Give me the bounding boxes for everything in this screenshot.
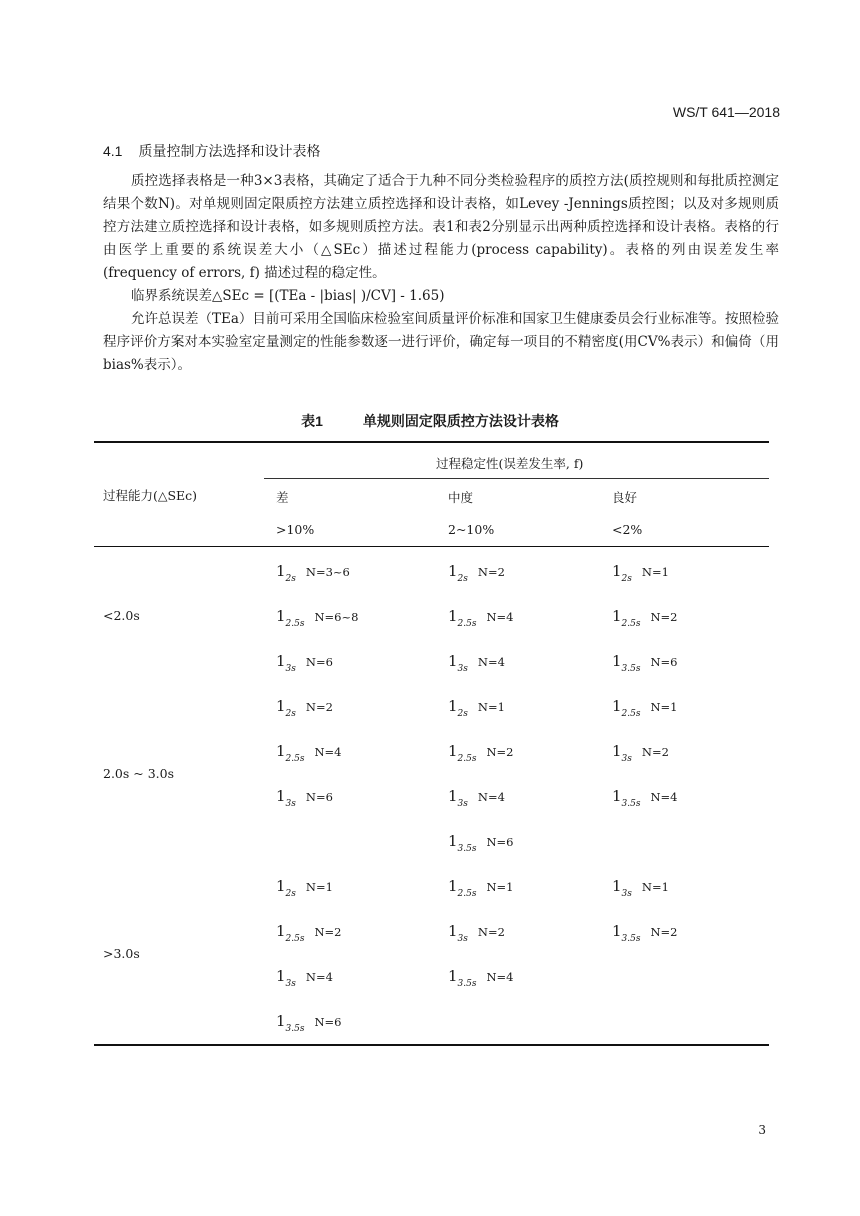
qc-rule-n: N=1 (641, 565, 669, 579)
qc-rule-symbol: 1 (448, 652, 458, 670)
qc-rule-limit: 2.5s (621, 709, 641, 719)
qc-rule-n: N=6 (305, 790, 333, 804)
qc-rule-entry (448, 877, 514, 899)
qc-rule-symbol: 1 (276, 607, 286, 625)
qc-rule-n: N=6~8 (314, 610, 359, 624)
qc-rule-n: N=4 (486, 970, 514, 984)
qc-rule-entry (276, 922, 342, 944)
qc-rule-symbol: 1 (448, 562, 458, 580)
qc-rule-entry (276, 1012, 342, 1034)
qc-rule-symbol: 1 (448, 832, 458, 850)
qc-rule-limit: 3s (457, 934, 468, 944)
qc-rule-n: N=1 (477, 700, 505, 714)
column-label-good: 良好 (612, 490, 638, 505)
qc-rule-limit: 2.5s (457, 619, 477, 629)
column-range-poor: >10% (276, 522, 315, 537)
qc-rule-symbol: 1 (448, 922, 458, 940)
qc-rule-n: N=1 (641, 880, 669, 894)
qc-rule-limit: 3s (285, 979, 296, 989)
qc-rule-entry (276, 697, 333, 719)
standard-code: WS/T 641—2018 (672, 104, 780, 120)
qc-rule-n: N=4 (477, 655, 505, 669)
qc-rule-entry (612, 877, 669, 899)
qc-rule-n: N=6 (305, 655, 333, 669)
qc-rule-entry (612, 922, 678, 944)
qc-rule-limit: 3.5s (457, 844, 477, 854)
qc-rule-limit: 3s (621, 754, 632, 764)
row-header-label: 过程能力(△SEc) (103, 488, 198, 503)
row-label-low: <2.0s (103, 608, 140, 623)
qc-rule-symbol: 1 (276, 877, 286, 895)
qc-rule-symbol: 1 (448, 967, 458, 985)
column-label-moderate: 中度 (448, 490, 474, 505)
qc-rule-symbol: 1 (612, 697, 622, 715)
qc-rule-limit: 2.5s (457, 754, 477, 764)
qc-rule-symbol: 1 (276, 1012, 286, 1030)
qc-rule-entry (276, 787, 333, 809)
qc-rule-symbol: 1 (612, 922, 622, 940)
qc-rule-symbol: 1 (276, 697, 286, 715)
qc-rule-n: N=3~6 (305, 565, 350, 579)
qc-rule-entry (612, 562, 669, 584)
qc-rule-entry (276, 562, 350, 584)
qc-rule-limit: 3.5s (621, 934, 641, 944)
paragraph-formula: 临界系统误差△SEc = [(TEa - |bias| )/CV] - 1.65) (131, 288, 445, 304)
qc-rule-symbol: 1 (448, 877, 458, 895)
qc-rule-symbol: 1 (612, 787, 622, 805)
qc-rule-n: N=2 (486, 745, 514, 759)
qc-rule-n: N=2 (641, 745, 669, 759)
page-number: 3 (758, 1123, 766, 1137)
qc-rule-limit: 2.5s (457, 889, 477, 899)
qc-rule-symbol: 1 (448, 607, 458, 625)
qc-rule-limit: 3s (457, 664, 468, 674)
qc-rule-limit: 3s (457, 799, 468, 809)
qc-rule-limit: 2s (285, 889, 296, 899)
qc-rule-symbol: 1 (448, 742, 458, 760)
table-bottom-rule (94, 1044, 769, 1046)
qc-rule-entry (448, 832, 514, 854)
qc-rule-limit: 2.5s (285, 934, 305, 944)
qc-rule-limit: 2s (621, 574, 632, 584)
qc-rule-entry (612, 652, 678, 674)
qc-rule-limit: 2s (457, 709, 468, 719)
qc-rule-limit: 3.5s (285, 1024, 305, 1034)
qc-rule-n: N=2 (305, 700, 333, 714)
qc-rule-limit: 3s (285, 664, 296, 674)
qc-rule-n: N=1 (305, 880, 333, 894)
qc-rule-entry (276, 652, 333, 674)
table-caption (0, 411, 860, 431)
table-number: 表1 (301, 413, 323, 429)
qc-rule-limit: 2.5s (621, 619, 641, 629)
qc-rule-n: N=4 (650, 790, 678, 804)
qc-rule-n: N=6 (314, 1015, 342, 1029)
qc-rule-limit: 2.5s (285, 754, 305, 764)
qc-rule-entry (448, 787, 505, 809)
qc-rule-entry (448, 742, 514, 764)
paragraph-2: 允许总误差（TEa）目前可采用全国临床检验室间质量评价标准和国家卫生健康委员会行业标准等。按照检验程序评价方案对本实验室定量测定的性能参数逐一进行评价，确定每一项目的不精密度(用CV%表示）和偏倚（用bias%表示）。 (103, 311, 779, 373)
qc-rule-limit: 2s (285, 574, 296, 584)
qc-rule-limit: 3.5s (621, 664, 641, 674)
qc-rule-entry (448, 967, 514, 989)
qc-rule-symbol: 1 (276, 922, 286, 940)
qc-rule-limit: 2s (457, 574, 468, 584)
qc-rule-n: N=4 (314, 745, 342, 759)
row-label-mid: 2.0s ~ 3.0s (103, 766, 175, 781)
qc-rule-limit: 3s (621, 889, 632, 899)
qc-rule-n: N=1 (650, 700, 678, 714)
qc-rule-entry (448, 922, 505, 944)
qc-rule-entry (448, 652, 505, 674)
qc-rule-entry (612, 607, 678, 629)
section-number: 4.1 (103, 143, 123, 159)
body-paragraphs (103, 170, 779, 377)
qc-rule-symbol: 1 (612, 652, 622, 670)
qc-rule-entry (612, 787, 678, 809)
column-range-good: <2% (612, 522, 643, 537)
qc-rule-entry (448, 562, 505, 584)
qc-rule-entry (276, 607, 358, 629)
qc-rule-entry (276, 877, 333, 899)
table-title: 单规则固定限质控方法设计表格 (362, 413, 559, 429)
qc-rule-symbol: 1 (448, 697, 458, 715)
qc-rule-entry (448, 697, 505, 719)
section-title: 质量控制方法选择和设计表格 (138, 143, 321, 159)
qc-rule-n: N=2 (477, 925, 505, 939)
table-header-subrule (264, 478, 769, 479)
qc-rule-symbol: 1 (276, 562, 286, 580)
section-heading (103, 141, 320, 161)
qc-rule-n: N=4 (486, 610, 514, 624)
qc-rule-entry (276, 967, 333, 989)
column-label-poor: 差 (276, 490, 289, 505)
qc-rule-entry (448, 607, 514, 629)
qc-rule-limit: 3.5s (621, 799, 641, 809)
column-range-moderate: 2~10% (448, 522, 495, 537)
qc-rule-n: N=2 (477, 565, 505, 579)
qc-rule-entry (612, 742, 669, 764)
qc-rule-limit: 3s (285, 799, 296, 809)
qc-rule-n: N=2 (650, 925, 678, 939)
qc-rule-symbol: 1 (276, 787, 286, 805)
qc-rule-symbol: 1 (276, 967, 286, 985)
qc-rule-symbol: 1 (612, 607, 622, 625)
column-group-header: 过程稳定性(误差发生率, f) (436, 456, 584, 471)
qc-rule-n: N=6 (486, 835, 514, 849)
qc-rule-symbol: 1 (612, 562, 622, 580)
table-header-rule (94, 546, 769, 547)
qc-rule-n: N=2 (314, 925, 342, 939)
qc-rule-n: N=6 (650, 655, 678, 669)
qc-rule-n: N=4 (477, 790, 505, 804)
qc-rule-symbol: 1 (276, 742, 286, 760)
qc-rule-symbol: 1 (612, 877, 622, 895)
qc-rule-symbol: 1 (448, 787, 458, 805)
qc-rule-limit: 3.5s (457, 979, 477, 989)
table-top-rule (94, 441, 769, 443)
qc-rule-limit: 2s (285, 709, 296, 719)
qc-rule-entry (612, 697, 678, 719)
qc-rule-n: N=4 (305, 970, 333, 984)
qc-rule-n: N=2 (650, 610, 678, 624)
qc-rule-limit: 2.5s (285, 619, 305, 629)
paragraph-1: 质控选择表格是一种3×3表格，其确定了适合于九种不同分类检验程序的质控方法(质控规则和每批质控测定结果个数N)。对单规则固定限质控方法建立质控选择和设计表格，如Levey -Jennings质控图；以及对多规则质控方法建立质控选择和设计表格，如多规则质控方法。表1和表2分别显示出两种质控选择和设计表格。表格的行由医学上重要的系统误差大小（△SEc）描述过程能力(process capability)。表格的列由误差发生率(frequency of errors, f) 描述过程的稳定性。 (103, 173, 779, 281)
qc-rule-n: N=1 (486, 880, 514, 894)
row-label-high: >3.0s (103, 946, 140, 961)
qc-rule-symbol: 1 (276, 652, 286, 670)
qc-rule-entry (276, 742, 342, 764)
qc-rule-symbol: 1 (612, 742, 622, 760)
